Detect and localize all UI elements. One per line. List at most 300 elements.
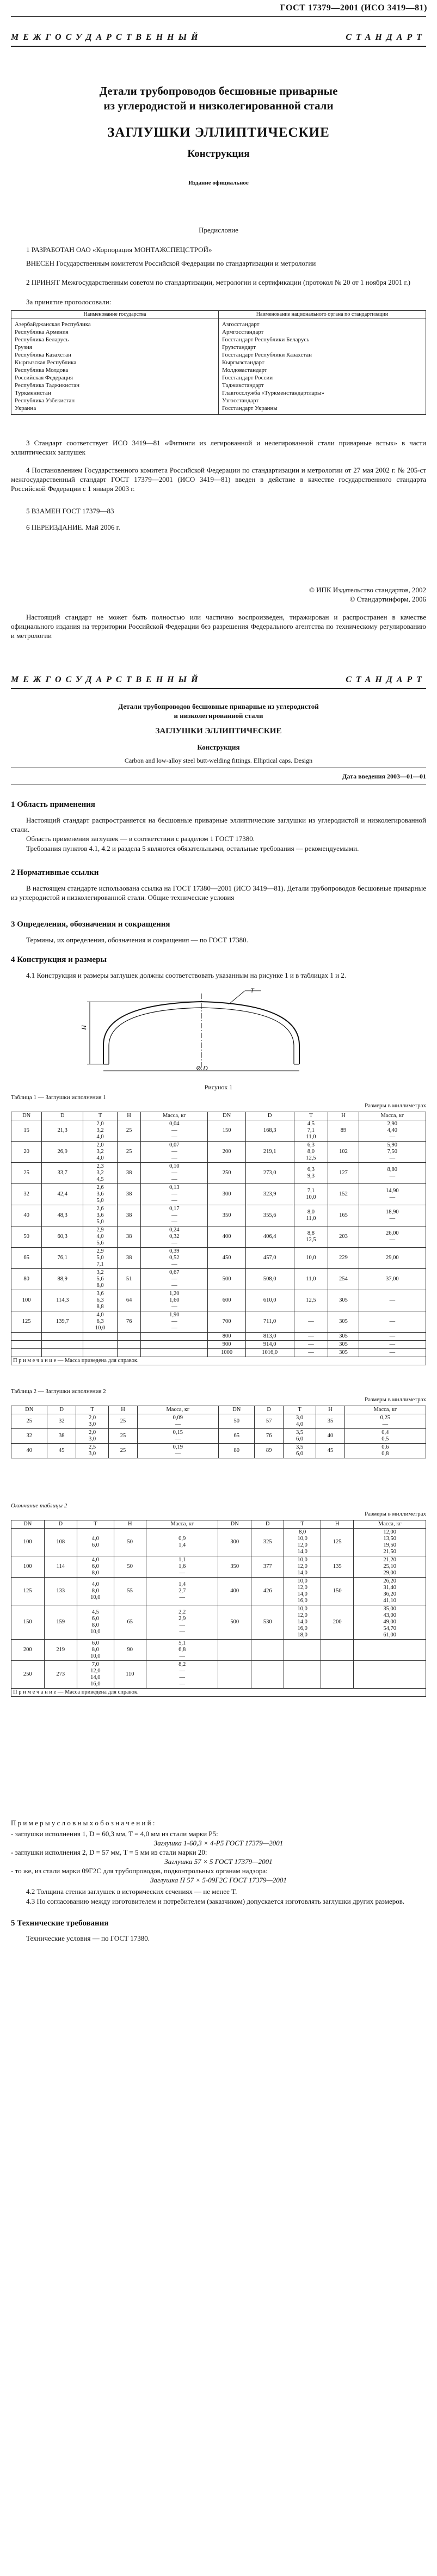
table-cell: 305 (328, 1311, 359, 1333)
p2-title-3: ЗАГЛУШКИ ЭЛЛИПТИЧЕСКИЕ (155, 727, 282, 735)
table-cell: 1,4 2,7 — (146, 1578, 218, 1605)
banner-rule-2 (11, 688, 426, 689)
table-cell: 325 (251, 1529, 284, 1556)
table-header-cell: T (294, 1112, 328, 1120)
table-cell: 250 (11, 1661, 45, 1689)
table-cell: 250 (208, 1163, 245, 1184)
table-cell: 2,0 3,0 (76, 1414, 108, 1429)
table-cell: 88,9 (42, 1269, 83, 1290)
table-cell (218, 1640, 251, 1661)
table-cell: 8,80 — (359, 1163, 426, 1184)
table-header-cell: Масса, кг (344, 1406, 426, 1414)
table-cell: 3,0 4,0 (283, 1414, 316, 1429)
table-cell: — (359, 1311, 426, 1333)
figure-1-label-H: H (79, 1025, 88, 1030)
table-cell: 25 (109, 1444, 137, 1458)
table-cell: 229 (328, 1248, 359, 1269)
table-cell: 50 (114, 1556, 146, 1578)
table-cell: 25 (117, 1120, 140, 1142)
table-row (11, 1142, 426, 1163)
examples-title: П р и м е р ы у с л о в н ы х о б о з н а ч е н и й : (11, 1819, 155, 1827)
table-cell: 3,6 6,3 8,8 (83, 1290, 118, 1311)
foreword-p3: 3 Стандарт соответствует ИСО 3419—81 «Фитинги из легированной и нелегированной стали приварные встык» в части эллиптических заглушек (11, 439, 426, 456)
table-cell: 12,5 (294, 1290, 328, 1311)
table-cell: — (359, 1341, 426, 1349)
table-cell: 0,4 0,5 (344, 1429, 426, 1444)
table-header-row (11, 1406, 426, 1414)
table-row (11, 1184, 426, 1205)
table-cell: 2,5 3,0 (76, 1444, 108, 1458)
table-row (11, 1444, 426, 1458)
table-cell: 0,39 0,52 — (141, 1248, 208, 1269)
table-cell: 377 (251, 1556, 284, 1578)
table-row (11, 1529, 426, 1556)
table-cell: 100 (11, 1556, 45, 1578)
table-cell (321, 1661, 354, 1689)
p2-title-en: Carbon and low-alloy steel butt-welding fittings. Elliptical caps. Design (124, 757, 313, 764)
voting-table-bodies: Азгосстандарт Армгосстандарт Госстандарт Республики Беларусь Грузстандарт Госстандарт Республики Казахстан Кыргызстандарт Молдовастандарт Госстандарт России Таджикстандарт Главгосслужба «Туркменстандартлары» Узгосстандарт Госстандарт Украины (219, 318, 426, 415)
table-cell: 102 (328, 1142, 359, 1163)
table-cell: 14,90 — (359, 1184, 426, 1205)
table-cell: 65 (114, 1605, 146, 1640)
table-cell: 80 (11, 1269, 42, 1290)
table-header-cell: H (316, 1406, 344, 1414)
table-cell: 0,04 — — (141, 1120, 208, 1142)
table-cell: 323,9 (245, 1184, 294, 1205)
table-cell: 29,00 (359, 1248, 426, 1269)
table-cell: 0,6 0,8 (344, 1444, 426, 1458)
table-cell: 4,0 8,0 10,0 (77, 1578, 114, 1605)
table-cell: 35 (316, 1414, 344, 1429)
table-cell: 7,1 10,0 (294, 1184, 328, 1205)
table-cell: 305 (328, 1333, 359, 1341)
table-row (11, 1429, 426, 1444)
table-1-caption: Таблица 1 — Заглушки исполнения 1 (11, 1094, 106, 1101)
table-row (11, 1341, 426, 1349)
table-header-cell: D (44, 1520, 77, 1529)
table-cell: — (294, 1311, 328, 1333)
table-cell: 125 (11, 1578, 45, 1605)
table-cell: 400 (208, 1226, 245, 1248)
table-2b-units: Размеры в миллиметрах (365, 1511, 426, 1517)
figure-1-drawing (65, 988, 348, 1075)
table-2-continuation-caption: Окончание таблицы 2 (11, 1502, 67, 1509)
table-cell: 6,3 8,0 12,5 (294, 1142, 328, 1163)
table-cell: 2,90 4,40 — (359, 1120, 426, 1142)
table-cell: 610,0 (245, 1290, 294, 1311)
table-cell (354, 1661, 426, 1689)
table-cell: 150 (321, 1578, 354, 1605)
table-cell: 50 (114, 1529, 146, 1556)
table-cell: 2,2 2,9 — — (146, 1605, 218, 1640)
table-cell (354, 1640, 426, 1661)
table-cell: 38 (47, 1429, 76, 1444)
table-header-row (11, 1112, 426, 1120)
table-header-cell: D (47, 1406, 76, 1414)
table-cell: 139,7 (42, 1311, 83, 1333)
table-cell: 6,0 8,0 10,0 (77, 1640, 114, 1661)
table-cell (83, 1349, 118, 1357)
table-1-units: Размеры в миллиметрах (365, 1102, 426, 1109)
table-cell: 500 (208, 1269, 245, 1290)
table-cell: 10,0 12,0 14,0 (284, 1556, 321, 1578)
table-cell (321, 1640, 354, 1661)
table-cell: 8,0 11,0 (294, 1205, 328, 1226)
table-cell (251, 1661, 284, 1689)
table-cell: 2,6 3,6 5,0 (83, 1184, 118, 1205)
table-cell (83, 1341, 118, 1349)
table-cell: — (294, 1333, 328, 1341)
table-cell: 3,2 5,6 8,0 (83, 1269, 118, 1290)
title-design: Конструкция (187, 148, 250, 160)
document-header: ГОСТ 17379—2001 (ИСО 3419—81) (280, 3, 427, 13)
table-row (11, 1205, 426, 1226)
table-cell: 0,17 — — (141, 1205, 208, 1226)
table-cell: 89 (328, 1120, 359, 1142)
table-cell: 45 (316, 1444, 344, 1458)
table-cell: 4,0 6,3 10,0 (83, 1311, 118, 1333)
table-cell: 25 (11, 1414, 47, 1429)
table-cell (284, 1640, 321, 1661)
table-cell: 0,15 — (137, 1429, 218, 1444)
table-header-cell: DN (218, 1520, 251, 1529)
table-cell: 32 (11, 1184, 42, 1205)
table-cell: 273 (44, 1661, 77, 1689)
table-cell: 76 (117, 1311, 140, 1333)
table-cell: 35,00 43,00 49,00 54,70 61,00 (354, 1605, 426, 1640)
table-cell: 1,20 1,60 — (141, 1290, 208, 1311)
table-cell: 0,19 — (137, 1444, 218, 1458)
section-4-heading: 4 Конструкция и размеры (11, 955, 107, 964)
table-cell: 0,67 — — (141, 1269, 208, 1290)
table-cell: 25 (109, 1414, 137, 1429)
table-cell (117, 1333, 140, 1341)
title-caps: ЗАГЛУШКИ ЭЛЛИПТИЧЕСКИЕ (107, 125, 330, 140)
table-row (11, 1248, 426, 1269)
table-row (11, 1661, 426, 1689)
table-header-cell: D (251, 1520, 284, 1529)
table-cell: 200 (321, 1605, 354, 1640)
table-cell: 21,20 25,10 29,00 (354, 1556, 426, 1578)
table-header-cell: DN (208, 1112, 245, 1120)
table-cell: 273,0 (245, 1163, 294, 1184)
table-cell: 914,0 (245, 1341, 294, 1349)
table-header-cell: Масса, кг (146, 1520, 218, 1529)
banner-rule (11, 46, 426, 47)
section-3-heading: 3 Определения, обозначения и сокращения (11, 920, 170, 929)
table-row (11, 1578, 426, 1605)
table-cell: 711,0 (245, 1311, 294, 1333)
table-cell: — (359, 1333, 426, 1341)
table-cell: 2,0 3,2 4,0 (83, 1142, 118, 1163)
table-cell: 2,6 3,6 5,0 (83, 1205, 118, 1226)
table-cell: 219 (44, 1640, 77, 1661)
table-header-cell: D (42, 1112, 83, 1120)
example-3-designation: Заглушка П 57 × 5-09Г2С ГОСТ 17379—2001 (150, 1876, 287, 1884)
table-cell: 500 (218, 1605, 251, 1640)
table-cell: 90 (114, 1640, 146, 1661)
table-cell: 110 (114, 1661, 146, 1689)
table-cell: 50 (218, 1414, 254, 1429)
table-row (11, 1333, 426, 1341)
table-cell: 4,5 6,0 8,0 10,0 (77, 1605, 114, 1640)
table-cell: 60,3 (42, 1226, 83, 1248)
table-cell: 25 (109, 1429, 137, 1444)
table-cell: 21,3 (42, 1120, 83, 1142)
table-row (11, 1120, 426, 1142)
table-cell: — (359, 1290, 426, 1311)
table-cell: 0,9 1,4 (146, 1529, 218, 1556)
table-note-row (11, 1357, 426, 1365)
table-cell: 5,1 6,8 — (146, 1640, 218, 1661)
reproduction-notice: Настоящий стандарт не может быть полностью или частично воспроизведен, тиражирован и распространен в качестве официального издания на территории Российской Федерации без разрешения Федерального агентства по техническому регулированию и метрологии (11, 613, 426, 640)
voting-table (11, 310, 426, 415)
table-header-cell: DN (11, 1406, 47, 1414)
table-cell: 1,90 — — (141, 1311, 208, 1333)
table-cell: 65 (11, 1248, 42, 1269)
table-cell: 127 (328, 1163, 359, 1184)
example-2: - заглушки исполнения 2, D = 57 мм, T = 5 мм из стали марки 20: (11, 1848, 207, 1856)
table-cell: 813,0 (245, 1333, 294, 1341)
table-cell: 65 (218, 1429, 254, 1444)
example-3: - то же, из стали марки 09Г2С для трубопроводов, подконтрольных органам надзора: (11, 1867, 268, 1875)
table-cell: 2,3 3,2 4,5 (83, 1163, 118, 1184)
table-cell: 51 (117, 1269, 140, 1290)
table-cell (117, 1349, 140, 1357)
table-header-cell: H (328, 1112, 359, 1120)
section-3-p1: Термины, их определения, обозначения и сокращения — по ГОСТ 17380. (26, 936, 248, 944)
voting-table-head-state: Наименование государства (11, 311, 219, 318)
table-cell (141, 1349, 208, 1357)
table-cell: 254 (328, 1269, 359, 1290)
table-cell: 8,0 10,0 12,0 14,0 (284, 1529, 321, 1556)
table-header-cell: Масса, кг (137, 1406, 218, 1414)
clause-4-3: 4.3 По согласованию между изготовителем и потребителем (заказчиком) допускается изготовлять заглушки других размеров. (26, 1897, 405, 1905)
table-row (11, 1605, 426, 1640)
table-cell: 38 (117, 1163, 140, 1184)
p2-title-4: Конструкция (197, 743, 240, 751)
table-cell (251, 1640, 284, 1661)
table-cell: 2,0 3,0 (76, 1429, 108, 1444)
section-2-p1: В настоящем стандарте использована ссылка на ГОСТ 17380—2001 (ИСО 3419—81). Детали трубопроводов бесшовные приварные из углеродистой и низколегированной стали. Общие технические условия (11, 884, 426, 901)
table-row (11, 1556, 426, 1578)
title-line-1: Детали трубопроводов бесшовные приварные (99, 84, 338, 97)
table-cell: 15 (11, 1120, 42, 1142)
interstate-standard-banner: МЕЖГОСУДАРСТВЕННЫЙ СТАНДАРТ (11, 33, 426, 42)
table-cell: 80 (218, 1444, 254, 1458)
table-cell: 40 (11, 1205, 42, 1226)
official-edition: Издание официальное (188, 180, 249, 186)
table-header-cell: Масса, кг (141, 1112, 208, 1120)
table-cell: 0,07 — — (141, 1142, 208, 1163)
table-cell: 1016,0 (245, 1349, 294, 1357)
table-cell: 5,90 7,50 — (359, 1142, 426, 1163)
table-cell: 48,3 (42, 1205, 83, 1226)
table-cell: 2,9 5,0 7,1 (83, 1248, 118, 1269)
table-cell: 57 (255, 1414, 283, 1429)
table-header-row (11, 1520, 426, 1529)
table-1 (11, 1112, 426, 1365)
table-header-cell: D (255, 1406, 283, 1414)
table-cell: 108 (44, 1529, 77, 1556)
table-cell: 0,09 — (137, 1414, 218, 1429)
table-cell: 26,20 31,40 36,20 41,10 (354, 1578, 426, 1605)
table-note: П р и м е ч а н и е — Масса приведена для справок. (11, 1689, 426, 1697)
table-cell: 38 (117, 1184, 140, 1205)
table-cell: 1,1 1,6 — (146, 1556, 218, 1578)
foreword-p1b: ВНЕСЕН Государственным комитетом Российской Федерации по стандартизации и метрологии (26, 259, 316, 267)
table-cell: 0,13 — — (141, 1184, 208, 1205)
table-row (11, 1414, 426, 1429)
table-cell: 10,0 12,0 14,0 16,0 18,0 (284, 1605, 321, 1640)
table-cell: 6,3 9,3 (294, 1163, 328, 1184)
table-header-cell: DN (11, 1520, 45, 1529)
table-cell: 10,0 (294, 1248, 328, 1269)
table-cell: 305 (328, 1290, 359, 1311)
table-cell: 300 (218, 1529, 251, 1556)
table-cell: 11,0 (294, 1269, 328, 1290)
section-5-heading: 5 Технические требования (11, 1919, 109, 1928)
table-cell: 0,25 — (344, 1414, 426, 1429)
table-cell: 25 (11, 1163, 42, 1184)
table-note: П р и м е ч а н и е — Масса приведена для справок. (11, 1357, 426, 1365)
table-cell: 700 (208, 1311, 245, 1333)
table-header-cell: H (321, 1520, 354, 1529)
table-cell: — (294, 1349, 328, 1357)
table-cell: 8,8 12,5 (294, 1226, 328, 1248)
table-cell (42, 1341, 83, 1349)
table-cell: 159 (44, 1605, 77, 1640)
table-cell: 168,3 (245, 1120, 294, 1142)
section-1-p3: Требования пунктов 4.1, 4.2 и раздела 5 являются обязательными, остальные требования — рекомендуемыми. (26, 844, 359, 852)
table-cell: 37,00 (359, 1269, 426, 1290)
table-cell: 530 (251, 1605, 284, 1640)
table-header-cell: T (83, 1112, 118, 1120)
table-cell: 150 (11, 1605, 45, 1640)
table-header-cell: H (117, 1112, 140, 1120)
table-cell: 133 (44, 1578, 77, 1605)
table-header-cell: H (114, 1520, 146, 1529)
table-cell: 4,0 6,0 8,0 (77, 1556, 114, 1578)
foreword-p6: 6 ПЕРЕИЗДАНИЕ. Май 2006 г. (26, 523, 120, 531)
table-cell: — (359, 1349, 426, 1357)
table-cell (11, 1333, 42, 1341)
header-rule (11, 16, 426, 17)
table-row (11, 1269, 426, 1290)
table-cell (284, 1661, 321, 1689)
section-5-p1: Технические условия — по ГОСТ 17380. (26, 1934, 150, 1942)
table-cell: 33,7 (42, 1163, 83, 1184)
table-cell (218, 1661, 251, 1689)
table-note-row (11, 1689, 426, 1697)
table-row (11, 1640, 426, 1661)
table-cell: 135 (321, 1556, 354, 1578)
table-2-continued (11, 1520, 426, 1697)
table-cell: 38 (117, 1205, 140, 1226)
table-cell: 45 (47, 1444, 76, 1458)
table-cell: 125 (11, 1311, 42, 1333)
table-row (11, 1311, 426, 1333)
table-cell: 2,9 4,0 5,6 (83, 1226, 118, 1248)
p2-title-2: и низколегированной стали (174, 712, 263, 720)
table-cell: 7,0 12,0 14,0 16,0 (77, 1661, 114, 1689)
table-cell: 203 (328, 1226, 359, 1248)
table-header-cell: DN (218, 1406, 254, 1414)
table-cell: 426 (251, 1578, 284, 1605)
table-cell: 18,90 — (359, 1205, 426, 1226)
section-1-p1: Настоящий стандарт распространяется на бесшовные приварные эллиптические заглушки из углеродистой и низколегированной стали. (11, 816, 426, 833)
table-cell: 26,9 (42, 1142, 83, 1163)
table-row (11, 1349, 426, 1357)
table-cell: 3,5 6,0 (283, 1444, 316, 1458)
table-cell: 450 (208, 1248, 245, 1269)
table-header-cell: D (245, 1112, 294, 1120)
table-cell (83, 1333, 118, 1341)
example-1: - заглушки исполнения 1, D = 60,3 мм, T = 4,0 мм из стали марки P5: (11, 1830, 218, 1838)
table-cell: — (294, 1341, 328, 1349)
table-cell: 40 (316, 1429, 344, 1444)
table-cell: 900 (208, 1341, 245, 1349)
table-cell: 305 (328, 1349, 359, 1357)
table-2 (11, 1406, 426, 1458)
table-cell: 76,1 (42, 1248, 83, 1269)
table-cell: 219,1 (245, 1142, 294, 1163)
table-header-cell: T (284, 1520, 321, 1529)
table-cell: 32 (11, 1429, 47, 1444)
table-cell: 200 (208, 1142, 245, 1163)
table-cell: 457,0 (245, 1248, 294, 1269)
table-cell: 4,0 6,0 (77, 1529, 114, 1556)
example-2-designation: Заглушка 57 × 5 ГОСТ 17379—2001 (164, 1857, 273, 1866)
table-cell: 114,3 (42, 1290, 83, 1311)
figure-1-caption: Рисунок 1 (204, 1083, 233, 1091)
table-cell (141, 1341, 208, 1349)
table-header-cell: T (77, 1520, 114, 1529)
table-cell: 114 (44, 1556, 77, 1578)
table-cell: 150 (208, 1120, 245, 1142)
table-row (11, 1226, 426, 1248)
table-row (11, 1290, 426, 1311)
date-introduced: Дата введения 2003—01—01 (342, 772, 426, 780)
figure-1-label-D: ⊘ D (196, 1064, 208, 1072)
table-cell: 12,00 13,50 19,50 21,50 (354, 1529, 426, 1556)
table-cell (42, 1333, 83, 1341)
p2-title-1: Детали трубопроводов бесшовные приварные из углеродистой (118, 702, 319, 710)
table-cell: 100 (11, 1290, 42, 1311)
foreword-p1: 1 РАЗРАБОТАН ОАО «Корпорация МОНТАЖСПЕЦСТРОЙ» (26, 246, 212, 254)
table-cell: 600 (208, 1290, 245, 1311)
table-cell (141, 1333, 208, 1341)
table-2-units: Размеры в миллиметрах (365, 1396, 426, 1403)
table-cell (11, 1349, 42, 1357)
table-cell: 38 (117, 1248, 140, 1269)
table-cell: 305 (328, 1341, 359, 1349)
table-cell: 26,00 — (359, 1226, 426, 1248)
table-cell: 25 (117, 1142, 140, 1163)
table-cell: 55 (114, 1578, 146, 1605)
table-cell: 100 (11, 1529, 45, 1556)
interstate-standard-banner-2: МЕЖГОСУДАРСТВЕННЫЙ СТАНДАРТ (11, 675, 426, 684)
table-cell: 10,0 12,0 14,0 16,0 (284, 1578, 321, 1605)
section-1-p2: Область применения заглушек — в соответствии с разделом 1 ГОСТ 17380. (26, 835, 255, 843)
table-header-cell: Масса, кг (354, 1520, 426, 1529)
foreword-p5: 5 ВЗАМЕН ГОСТ 17379—83 (26, 507, 114, 515)
table-header-cell: DN (11, 1112, 42, 1120)
foreword-vote: За принятие проголосовали: (26, 298, 112, 306)
section-2-heading: 2 Нормативные ссылки (11, 868, 99, 877)
table-cell: 800 (208, 1333, 245, 1341)
example-1-designation: Заглушка 1-60,3 × 4-P5 ГОСТ 17379—2001 (153, 1839, 284, 1847)
